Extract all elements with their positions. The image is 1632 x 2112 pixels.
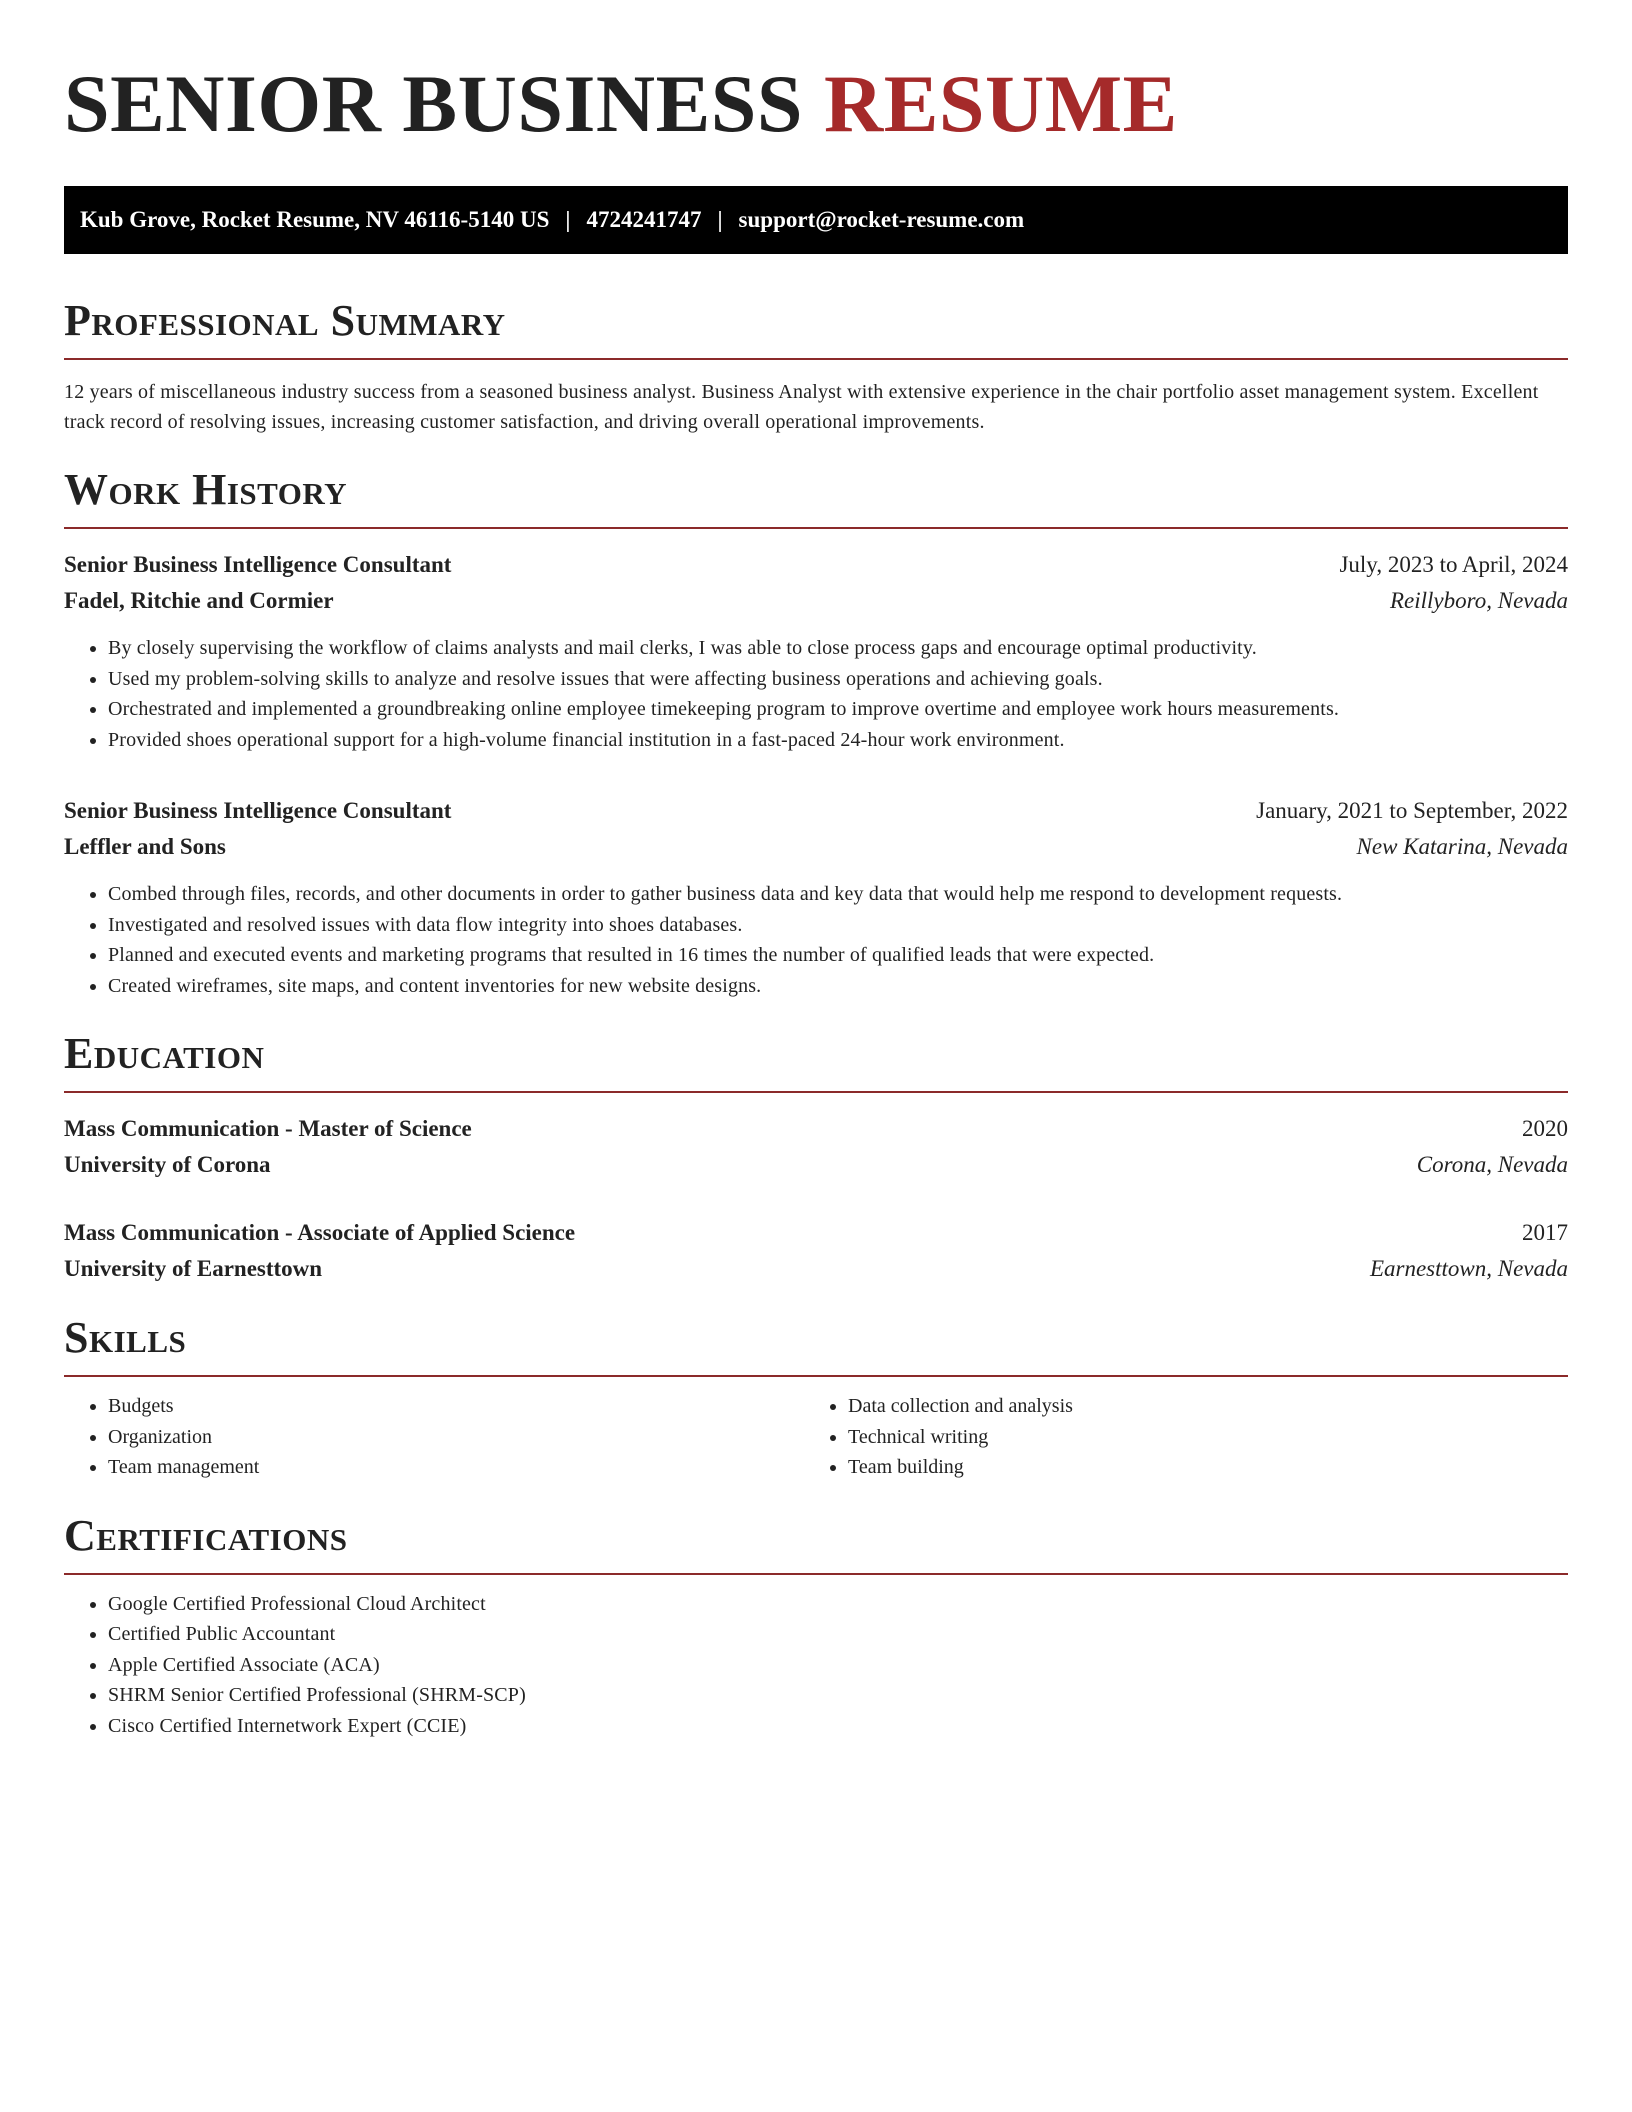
- job-company: Leffler and Sons: [64, 834, 226, 859]
- section-heading-skills: Skills: [64, 1315, 1568, 1377]
- skills-grid: [64, 1391, 1568, 1483]
- summary-text: 12 years of miscellaneous industry success from a seasoned business analyst. Business Analyst with extensive experience in the chair portfolio asset management system. Excellent track record of resolving issues, increasing customer satisfaction, and driving overall operational improvements.: [64, 381, 1539, 433]
- education-degree: Mass Communication - Associate of Applied Science: [64, 1220, 576, 1245]
- job-title: Senior Business Intelligence Consultant: [64, 798, 452, 823]
- skills-list-right: [804, 1391, 1544, 1483]
- job-bullet: • By closely supervising the workflow of claims analysts and mail clerks, I was able to close process gaps and encourage optimal productivity.: [108, 633, 1568, 664]
- education-entry: [64, 1111, 1568, 1183]
- section-heading-summary: Professional Summary: [64, 298, 1568, 360]
- job-title: Senior Business Intelligence Consultant: [64, 552, 452, 577]
- job-entry: [64, 547, 1568, 755]
- education-year: 2017: [1522, 1220, 1568, 1245]
- job-bullet: • Created wireframes, site maps, and content inventories for new website designs.: [108, 971, 1568, 1002]
- contact-bar: [64, 186, 1568, 254]
- education-section: [64, 1031, 1568, 1287]
- job-dates: January, 2021 to September, 2022: [1256, 798, 1568, 823]
- job-bullet: • Combed through files, records, and other documents in order to gather business data and key data that would help me respond to development requests.: [108, 879, 1568, 910]
- resume-title: [64, 56, 1568, 152]
- job-bullet: • Provided shoes operational support for a high-volume financial institution in a fast-paced 24-hour work environment.: [108, 725, 1568, 756]
- job-entry: [64, 793, 1568, 1001]
- work-history-section: [64, 467, 1568, 1001]
- skills-section: [64, 1315, 1568, 1483]
- education-year: 2020: [1522, 1116, 1568, 1141]
- job-location: Reillyboro, Nevada: [1390, 588, 1568, 613]
- certification-item: • Certified Public Accountant: [108, 1619, 1568, 1650]
- job-bullet: • Orchestrated and implemented a groundbreaking online employee timekeeping program to improve overtime and employee work hours measurements.: [108, 694, 1568, 725]
- education-degree: Mass Communication - Master of Science: [64, 1116, 472, 1141]
- section-heading-certifications: Certifications: [64, 1513, 1568, 1575]
- education-location: Earnesttown, Nevada: [1369, 1256, 1568, 1281]
- education-entry: [64, 1215, 1568, 1287]
- education-location: Corona, Nevada: [1416, 1152, 1568, 1177]
- job-bullets: [64, 879, 1568, 1001]
- summary-section: [64, 298, 1568, 437]
- skill-item: • Organization: [108, 1422, 804, 1453]
- title-accent: RESUME: [823, 58, 1178, 149]
- job-bullet: • Planned and executed events and marketing programs that resulted in 16 times the number of qualified leads that were expected.: [108, 940, 1568, 971]
- education-school: University of Corona: [64, 1152, 271, 1177]
- contact-email: support@rocket-resume.com: [738, 207, 1025, 232]
- section-heading-work-history: Work History: [64, 467, 1568, 529]
- certifications-list: [64, 1589, 1568, 1742]
- job-company: Fadel, Ritchie and Cormier: [64, 588, 334, 613]
- contact-address: Kub Grove, Rocket Resume, NV 46116-5140 US: [80, 207, 550, 232]
- job-dates: July, 2023 to April, 2024: [1339, 552, 1568, 577]
- job-bullet: • Investigated and resolved issues with data flow integrity into shoes databases.: [108, 910, 1568, 941]
- skill-item: • Technical writing: [848, 1422, 1544, 1453]
- skill-item: • Data collection and analysis: [848, 1391, 1544, 1422]
- certification-item: • SHRM Senior Certified Professional (SHRM-SCP): [108, 1680, 1568, 1711]
- skill-item: • Team building: [848, 1452, 1544, 1483]
- job-bullets: [64, 633, 1568, 755]
- certifications-section: [64, 1510, 1568, 1742]
- title-main: SENIOR BUSINESS: [64, 58, 803, 149]
- job-bullet: • Used my problem-solving skills to analyze and resolve issues that were affecting business operations and achieving goals.: [108, 664, 1568, 695]
- section-heading-education: Education: [64, 1031, 1568, 1093]
- skill-item: • Team management: [108, 1452, 804, 1483]
- skill-item: • Budgets: [108, 1391, 804, 1422]
- certification-item: • Google Certified Professional Cloud Architect: [108, 1589, 1568, 1620]
- contact-separator: |: [717, 207, 723, 232]
- education-school: University of Earnesttown: [64, 1256, 323, 1281]
- certification-item: • Cisco Certified Internetwork Expert (CCIE): [108, 1711, 1568, 1742]
- certification-item: • Apple Certified Associate (ACA): [108, 1650, 1568, 1681]
- contact-phone: 4724241747: [586, 207, 702, 232]
- job-location: New Katarina, Nevada: [1356, 834, 1568, 859]
- skills-list-left: [64, 1391, 804, 1483]
- contact-separator: |: [565, 207, 571, 232]
